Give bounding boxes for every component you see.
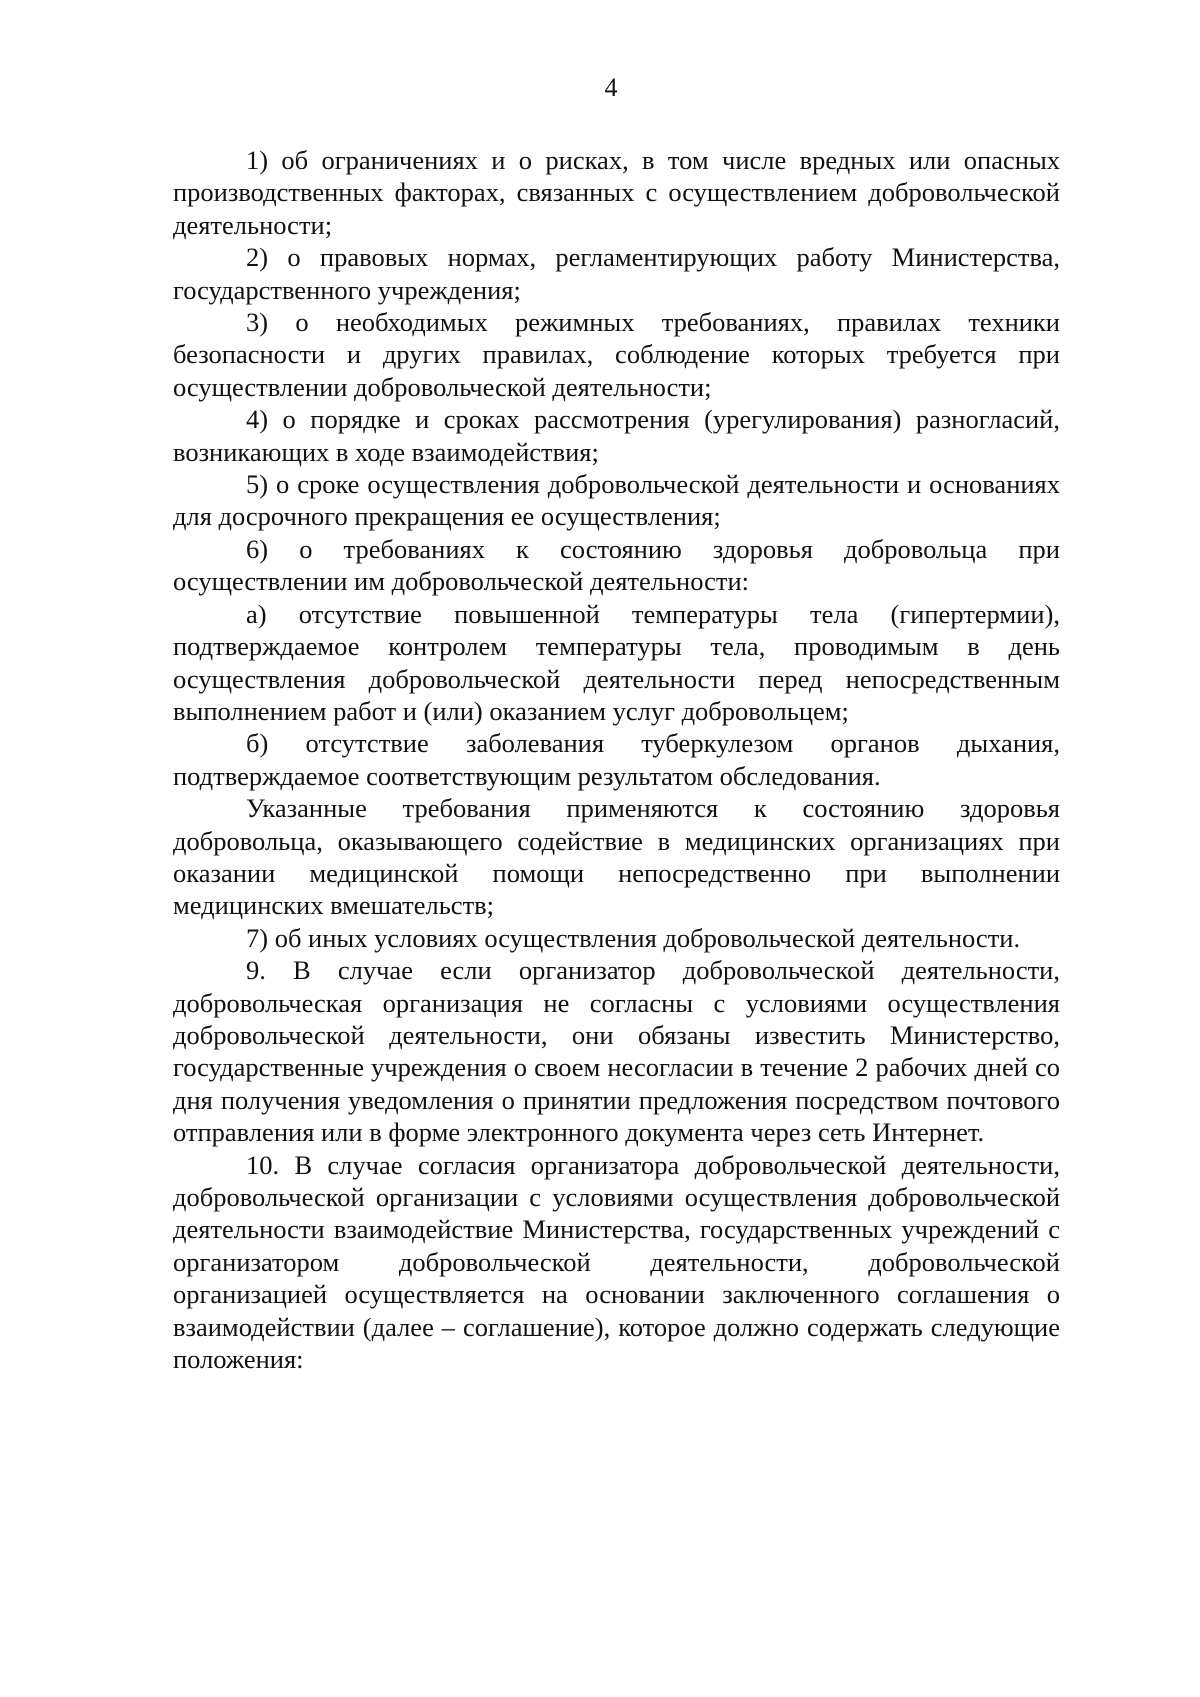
clause-9-disagreement: 9. В случае если организатор добровольческой деятельности, добровольческая организация не согласны с условиями осуществления добровольческой деятельности, они обязаны известить Министерство, государственные учреждения о своем несогласии в течение 2 рабочих дней со дня получения уведомления о принятии предложения посредством почтового отправления или в форме электронного документа через сеть Интернет. bbox=[173, 955, 1060, 1148]
list-item-6-health-requirements: 6) о требованиях к состоянию здоровья добровольца при осуществлении им добровольческой деятельности: bbox=[173, 533, 1060, 597]
subitem-b-tuberculosis: б) отсутствие заболевания туберкулезом органов дыхания, подтверждаемое соответствующим результатом обследования. bbox=[173, 728, 1060, 791]
clause-10-agreement: 10. В случае согласия организатора добровольческой деятельности, добровольческой организации с условиями осуществления добровольческой деятельности взаимодействие Министерства, государственных учреждений с организатором добровольческой деятельности, добровольческой организацией осуществляется на основании заключенного соглашения о взаимодействии (далее – соглашение), которое должно содержать следующие положения: bbox=[173, 1149, 1060, 1375]
list-item-2-legal-norms: 2) о правовых нормах, регламентирующих работу Министерства, государственного учреждения; bbox=[173, 242, 1060, 305]
list-item-7-other-conditions: 7) об иных условиях осуществления добровольческой деятельности. bbox=[246, 922, 1021, 953]
list-item-4-disputes: 4) о порядке и сроках рассмотрения (урегулирования) разногласий, возникающих в ходе взаимодействия; bbox=[173, 404, 1060, 467]
subitem-a-temperature: а) отсутствие повышенной температуры тела (гипертермии), подтверждаемое контролем температуры тела, проводимым в день осуществления добровольческой деятельности перед непосредственным выполнением работ и (или) оказанием услуг добровольцем; bbox=[173, 598, 1060, 726]
requirements-scope-paragraph: Указанные требования применяются к состоянию здоровья добровольца, оказывающего содействие в медицинских организациях при оказании медицинской помощи непосредственно при выполнении медицинских вмешательств; bbox=[173, 793, 1060, 921]
list-item-1-restrictions: 1) об ограничениях и о рисках, в том числе вредных или опасных производственных факторах, связанных с осуществлением добровольческой деятельности; bbox=[173, 145, 1060, 240]
list-item-5-term: 5) о сроке осуществления добровольческой деятельности и основаниях для досрочного прекращения ее осуществления; bbox=[173, 469, 1060, 532]
document-body bbox=[173, 144, 1060, 1375]
page-number: 4 bbox=[604, 73, 618, 102]
list-item-3-safety-rules: 3) о необходимых режимных требованиях, правилах техники безопасности и других правилах, соблюдение которых требуется при осуществлении добровольческой деятельности; bbox=[173, 307, 1060, 402]
